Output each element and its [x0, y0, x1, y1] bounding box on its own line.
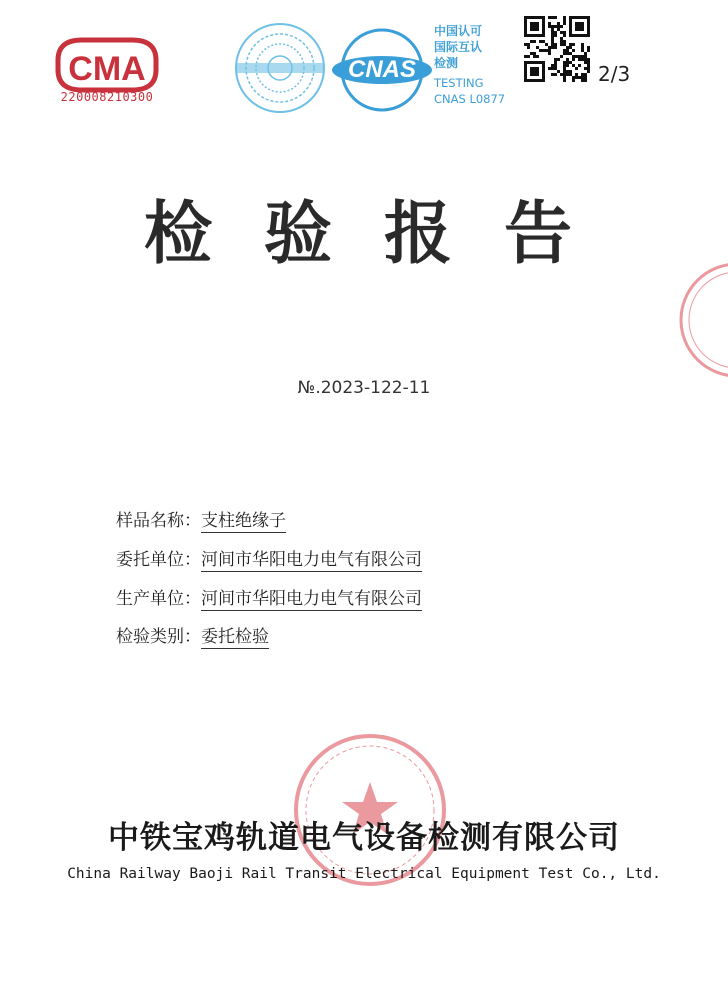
- field-label: 生产单位：: [116, 589, 201, 609]
- cnas-mark-text: CNAS: [347, 56, 417, 83]
- field-label: 样品名称：: [116, 511, 201, 531]
- field-row-client: [116, 545, 422, 572]
- cma-number: 220008210300: [60, 90, 154, 104]
- field-value: 河间市华阳电力电气有限公司: [201, 584, 422, 611]
- cnas-caption-en-2: CNAS L0877: [434, 92, 506, 106]
- ilac-seal-icon: [232, 20, 328, 116]
- field-value: 河间市华阳电力电气有限公司: [201, 545, 422, 572]
- cnas-logo-icon: [330, 28, 434, 112]
- cnas-caption-cn-3: 检测: [434, 56, 459, 70]
- field-label: 委托单位：: [116, 550, 201, 570]
- company-name-cn: 中铁宝鸡轨道电气设备检测有限公司: [108, 820, 620, 856]
- field-value: 委托检验: [201, 622, 269, 649]
- report-number: №.2023-122-11: [297, 378, 431, 398]
- page-number: 2/3: [598, 62, 631, 86]
- field-value: 支柱绝缘子: [201, 506, 286, 533]
- field-label: 检验类别：: [116, 627, 201, 647]
- cma-mark-text: CMA: [68, 50, 146, 88]
- company-name-en: China Railway Baoji Rail Transit Electrical Equipment Test Co., Ltd.: [67, 866, 661, 882]
- cnas-caption-cn-1: 中国认可: [434, 24, 483, 38]
- cnas-caption-cn-2: 国际互认: [434, 40, 483, 54]
- field-row-inspection-type: [116, 622, 269, 649]
- field-row-sample-name: [116, 506, 286, 533]
- field-row-manufacturer: [116, 584, 422, 611]
- qr-code-icon[interactable]: [524, 16, 590, 82]
- report-title: 检验报告: [143, 194, 624, 274]
- cnas-caption-en-1: TESTING: [434, 76, 484, 90]
